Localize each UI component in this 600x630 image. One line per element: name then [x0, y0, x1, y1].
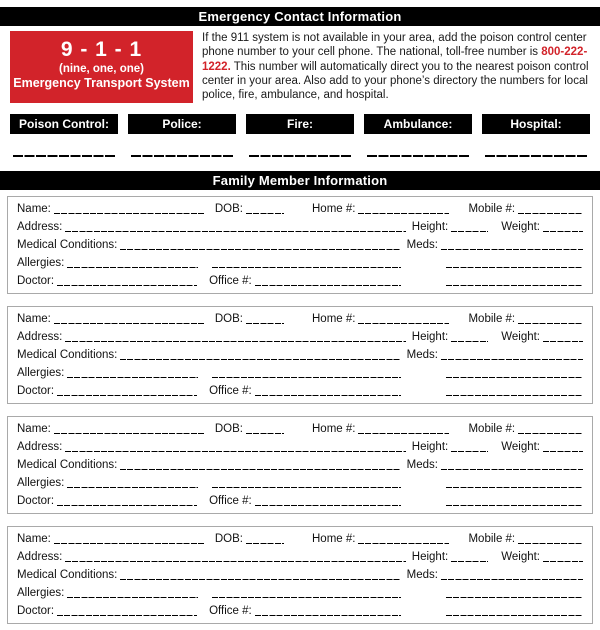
medical-conditions-row — [17, 235, 583, 253]
hospital-cell — [482, 155, 590, 157]
911-emergency-box — [10, 31, 193, 103]
911-subtitle: Emergency Transport System — [13, 76, 190, 90]
office-phone-blank-line — [255, 505, 401, 506]
name-label: Name: — [17, 313, 51, 325]
name-blank-line — [54, 543, 204, 544]
address-label: Address: — [17, 331, 63, 343]
contact-label-fire: Fire: — [246, 114, 354, 134]
allergies-label: Allergies: — [17, 587, 65, 599]
page-title: Emergency Contact Information — [198, 9, 402, 24]
address-blank-line — [65, 451, 405, 452]
family-section-bar — [0, 171, 600, 190]
doctor-label: Doctor: — [17, 495, 55, 507]
height-label: Height: — [411, 441, 449, 453]
poison-control-phone-number: 800-222-1222. — [202, 46, 588, 73]
emergency-contacts-label-row — [10, 114, 590, 134]
poison-control-cell — [10, 155, 118, 157]
dob-label: DOB: — [214, 533, 243, 545]
meds-continuation-line-2 — [446, 615, 583, 616]
police-blank-line — [131, 155, 233, 157]
meds-label: Meds: — [406, 459, 438, 471]
weight-label: Weight: — [501, 441, 540, 453]
doctor-row — [17, 491, 583, 509]
address-blank-line — [65, 341, 405, 342]
meds-continuation-line-2 — [446, 395, 583, 396]
address-blank-line — [65, 231, 405, 232]
office-phone-blank-line — [255, 285, 401, 286]
office-phone-label: Office #: — [209, 385, 252, 397]
meds-continuation-line — [446, 377, 583, 378]
name-dob-phone-row — [17, 199, 583, 217]
doctor-label: Doctor: — [17, 275, 55, 287]
name-dob-phone-row — [17, 529, 583, 547]
doctor-label: Doctor: — [17, 605, 55, 617]
intro-section — [10, 31, 592, 103]
fire-cell — [246, 155, 354, 157]
meds-label: Meds: — [406, 239, 438, 251]
home-phone-blank-line — [358, 543, 449, 544]
contact-label-hospital: Hospital: — [482, 114, 590, 134]
name-blank-line — [54, 213, 204, 214]
poison-control-blank-line — [13, 155, 115, 157]
mobile-phone-label: Mobile #: — [468, 423, 516, 435]
ambulance-cell — [364, 155, 472, 157]
home-phone-blank-line — [358, 323, 449, 324]
height-label: Height: — [411, 221, 449, 233]
instructions-text-before: If the 911 system is not available in your area, add the poison control center phone number to your cell phone. The national, toll-free number is — [202, 32, 587, 59]
meds-continuation-line — [446, 487, 583, 488]
name-label: Name: — [17, 203, 51, 215]
office-phone-label: Office #: — [209, 495, 252, 507]
allergies-label: Allergies: — [17, 367, 65, 379]
dob-label: DOB: — [214, 423, 243, 435]
height-label: Height: — [411, 331, 449, 343]
allergies-continuation-line — [212, 597, 401, 598]
family-member-card — [7, 196, 593, 294]
weight-blank-line — [543, 341, 583, 342]
home-phone-label: Home #: — [312, 423, 356, 435]
medical-conditions-row — [17, 345, 583, 363]
office-phone-blank-line — [255, 615, 401, 616]
medical-conditions-label: Medical Conditions: — [17, 239, 118, 251]
family-member-card — [7, 526, 593, 624]
hospital-blank-line — [485, 155, 587, 157]
address-label: Address: — [17, 221, 63, 233]
doctor-row — [17, 381, 583, 399]
allergies-continuation-line — [212, 377, 401, 378]
contact-label-police: Police: — [128, 114, 236, 134]
medical-conditions-blank-line — [120, 579, 400, 580]
height-blank-line — [451, 451, 488, 452]
meds-blank-line — [441, 249, 583, 250]
weight-label: Weight: — [501, 551, 540, 563]
height-label: Height: — [411, 551, 449, 563]
office-phone-label: Office #: — [209, 275, 252, 287]
medical-conditions-blank-line — [120, 359, 400, 360]
allergies-label: Allergies: — [17, 477, 65, 489]
fire-blank-line — [249, 155, 351, 157]
name-label: Name: — [17, 423, 51, 435]
address-label: Address: — [17, 551, 63, 563]
home-phone-blank-line — [358, 433, 449, 434]
meds-continuation-line — [446, 267, 583, 268]
emergency-contact-form — [0, 7, 600, 630]
name-blank-line — [54, 323, 204, 324]
home-phone-label: Home #: — [312, 203, 356, 215]
name-blank-line — [54, 433, 204, 434]
address-row — [17, 327, 583, 345]
weight-blank-line — [543, 231, 583, 232]
home-phone-blank-line — [358, 213, 449, 214]
emergency-contacts-blank-line-row — [10, 155, 590, 157]
family-member-cards — [7, 196, 593, 624]
meds-continuation-line-2 — [446, 285, 583, 286]
allergies-label: Allergies: — [17, 257, 65, 269]
dob-blank-line — [246, 323, 284, 324]
police-cell — [128, 155, 236, 157]
meds-continuation-line-2 — [446, 505, 583, 506]
dob-blank-line — [246, 213, 284, 214]
doctor-row — [17, 271, 583, 289]
doctor-blank-line — [57, 615, 197, 616]
family-member-card — [7, 416, 593, 514]
mobile-phone-blank-line — [518, 323, 583, 324]
meds-blank-line — [441, 469, 583, 470]
instructions-paragraph — [202, 31, 592, 103]
doctor-label: Doctor: — [17, 385, 55, 397]
instructions-text-after: This number will automatically direct you to the nearest poison control center in your area. Also add to your phone’s directory the numbers for local police, fire, ambulance, and hospital. — [202, 60, 589, 102]
height-blank-line — [451, 341, 488, 342]
mobile-phone-blank-line — [518, 433, 583, 434]
allergies-blank-line — [67, 487, 198, 488]
mobile-phone-blank-line — [518, 213, 583, 214]
dob-blank-line — [246, 543, 284, 544]
contact-label-ambulance: Ambulance: — [364, 114, 472, 134]
allergies-row — [17, 583, 583, 601]
mobile-phone-label: Mobile #: — [468, 313, 516, 325]
doctor-blank-line — [57, 395, 197, 396]
medical-conditions-row — [17, 455, 583, 473]
allergies-row — [17, 363, 583, 381]
allergies-continuation-line — [212, 267, 401, 268]
911-phonetic: (nine, one, one) — [59, 63, 144, 75]
medical-conditions-row — [17, 565, 583, 583]
dob-label: DOB: — [214, 313, 243, 325]
mobile-phone-label: Mobile #: — [468, 533, 516, 545]
allergies-blank-line — [67, 597, 198, 598]
mobile-phone-label: Mobile #: — [468, 203, 516, 215]
meds-blank-line — [441, 579, 583, 580]
office-phone-label: Office #: — [209, 605, 252, 617]
address-row — [17, 437, 583, 455]
address-label: Address: — [17, 441, 63, 453]
office-phone-blank-line — [255, 395, 401, 396]
family-section-title: Family Member Information — [212, 173, 388, 188]
weight-label: Weight: — [501, 331, 540, 343]
doctor-blank-line — [57, 285, 197, 286]
medical-conditions-label: Medical Conditions: — [17, 459, 118, 471]
name-label: Name: — [17, 533, 51, 545]
home-phone-label: Home #: — [312, 533, 356, 545]
weight-blank-line — [543, 561, 583, 562]
doctor-blank-line — [57, 505, 197, 506]
medical-conditions-blank-line — [120, 469, 400, 470]
contact-label-poison-control: Poison Control: — [10, 114, 118, 134]
medical-conditions-label: Medical Conditions: — [17, 349, 118, 361]
family-member-card — [7, 306, 593, 404]
weight-blank-line — [543, 451, 583, 452]
name-dob-phone-row — [17, 419, 583, 437]
dob-blank-line — [246, 433, 284, 434]
dob-label: DOB: — [214, 203, 243, 215]
home-phone-label: Home #: — [312, 313, 356, 325]
medical-conditions-label: Medical Conditions: — [17, 569, 118, 581]
meds-label: Meds: — [406, 569, 438, 581]
header-bar — [0, 7, 600, 26]
allergies-row — [17, 473, 583, 491]
mobile-phone-blank-line — [518, 543, 583, 544]
doctor-row — [17, 601, 583, 619]
allergies-row — [17, 253, 583, 271]
911-number: 9 - 1 - 1 — [60, 38, 143, 61]
meds-label: Meds: — [406, 349, 438, 361]
address-row — [17, 217, 583, 235]
address-row — [17, 547, 583, 565]
address-blank-line — [65, 561, 405, 562]
meds-continuation-line — [446, 597, 583, 598]
medical-conditions-blank-line — [120, 249, 400, 250]
ambulance-blank-line — [367, 155, 469, 157]
allergies-blank-line — [67, 267, 198, 268]
allergies-blank-line — [67, 377, 198, 378]
meds-blank-line — [441, 359, 583, 360]
height-blank-line — [451, 561, 488, 562]
weight-label: Weight: — [501, 221, 540, 233]
name-dob-phone-row — [17, 309, 583, 327]
allergies-continuation-line — [212, 487, 401, 488]
height-blank-line — [451, 231, 488, 232]
